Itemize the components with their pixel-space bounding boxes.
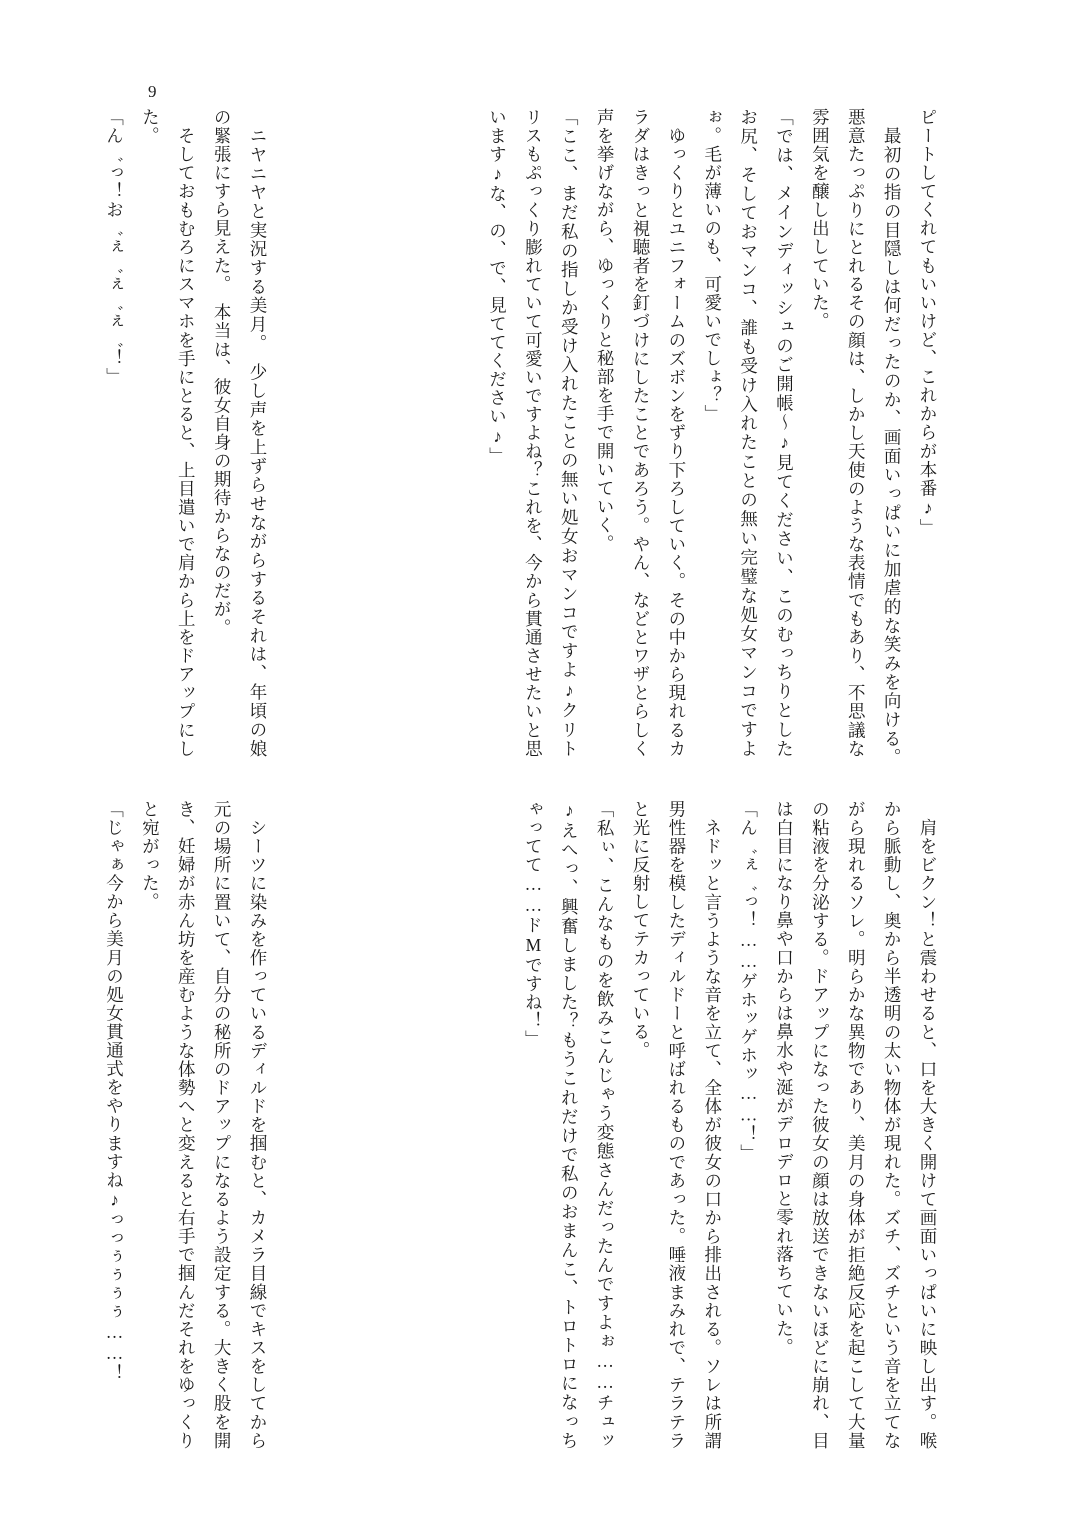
paragraph: シーツに染みを作っているディルドを掴むと、カメラ目線でキスをしてから元の場所に置いて、自分の秘所のドアップになるよう設定する。大きく股を開き、妊婦が赤ん坊を産むような体勢へと変えると右手で掴んだそれをゆっくりと宛がった。: [140, 800, 268, 1450]
paragraph: 「じゃぁ今から美月の処女貫通式をやりますね♪っっぅぅぅぅ……！: [104, 800, 125, 1383]
paragraph: ネドッと言うような音を立て、全体が彼女の口から排出される。ソレは所謂男性器を模したディルドーと呼ばれるものであった。唾液まみれで、テラテラと光に反射してテカっている。: [631, 800, 723, 1450]
paragraph: そしておもむろにスマホを手にとると、上目遣いで肩から上をドアップにした。: [140, 108, 197, 758]
page-number: 9: [148, 82, 157, 101]
paragraph: ニヤニヤと実況する美月。 少し声を上ずらせながらするそれは、年頃の娘の緊張にすら見えた。 本当は、彼女自身の期待からなのだが。: [212, 108, 268, 758]
text-column-upper-left: [104, 108, 275, 758]
paragraph: 肩をビクン！と震わせると、口を大きく開けて画面いっぱいに映し出す。喉から脈動し、奥から半透明の太い物体が現れた。ズチ、ズチという音を立てながら現れるソレ。明らかな異物であり、美月の身体が拒絶反応を起こして大量の粘液を分泌する。ドアップになった彼女の顔は放送できないほどに崩れ、目は白目になり鼻や口からは鼻水や涎がデロデロと零れ落ちていた。: [774, 800, 938, 1450]
text-column-lower-right: [285, 800, 945, 1450]
paragraph: 「私ぃ、こんなものを飲みこんじゃう変態さんだったんですよぉ……チュッ♪えへっ、興奮しました？もうこれだけで私のおまんこ、トロトロになっちゃってて……ドМですね！」: [523, 800, 616, 1450]
paragraph: ピートしてくれてもいいけど、これからが本番♪」: [918, 108, 938, 538]
paragraph: ゆっくりとユニフォームのズボンをずり下ろしていく。その中から現れるカラダはきっと視聴者を釘づけにしたことであろう。やん、などとワザとらしく声を挙げながら、ゆっくりと秘部を手で開いていく。: [595, 108, 687, 758]
paragraph: 「ここ、まだ私の指しか受け入れたことの無い処女おマンコですよ♪クリトリスもぷっくり膨れていて可愛いですよね？これを、今から貫通させたいと思います♪な、の、で、見ててください♪」: [487, 108, 580, 758]
text-column-upper-right: [285, 108, 945, 777]
paragraph: 「ん゛ぇ゛っ！……ゲホッゲホッ……！」: [738, 800, 759, 1163]
text-column-lower-left: [104, 800, 275, 1450]
paragraph: 「ん゛っ！お゛ぇ゛ぇ゛ぇ゛！」: [104, 108, 125, 387]
paragraph: 「では、メインディッシュのご開帳〜♪見てください、このむっちりとしたお尻、そしておマンコ、誰も受け入れたことの無い完璧な処女マンコですよぉ。毛が薄いのも、可愛いでしょ？」: [702, 108, 795, 758]
paragraph: 最初の指の目隠しは何だったのか、画面いっぱいに加虐的な笑みを向ける。 悪意たっぷりにとれるその顔は、しかし天使のような表情でもあり、不思議な雰囲気を醸し出していた。: [810, 108, 903, 777]
